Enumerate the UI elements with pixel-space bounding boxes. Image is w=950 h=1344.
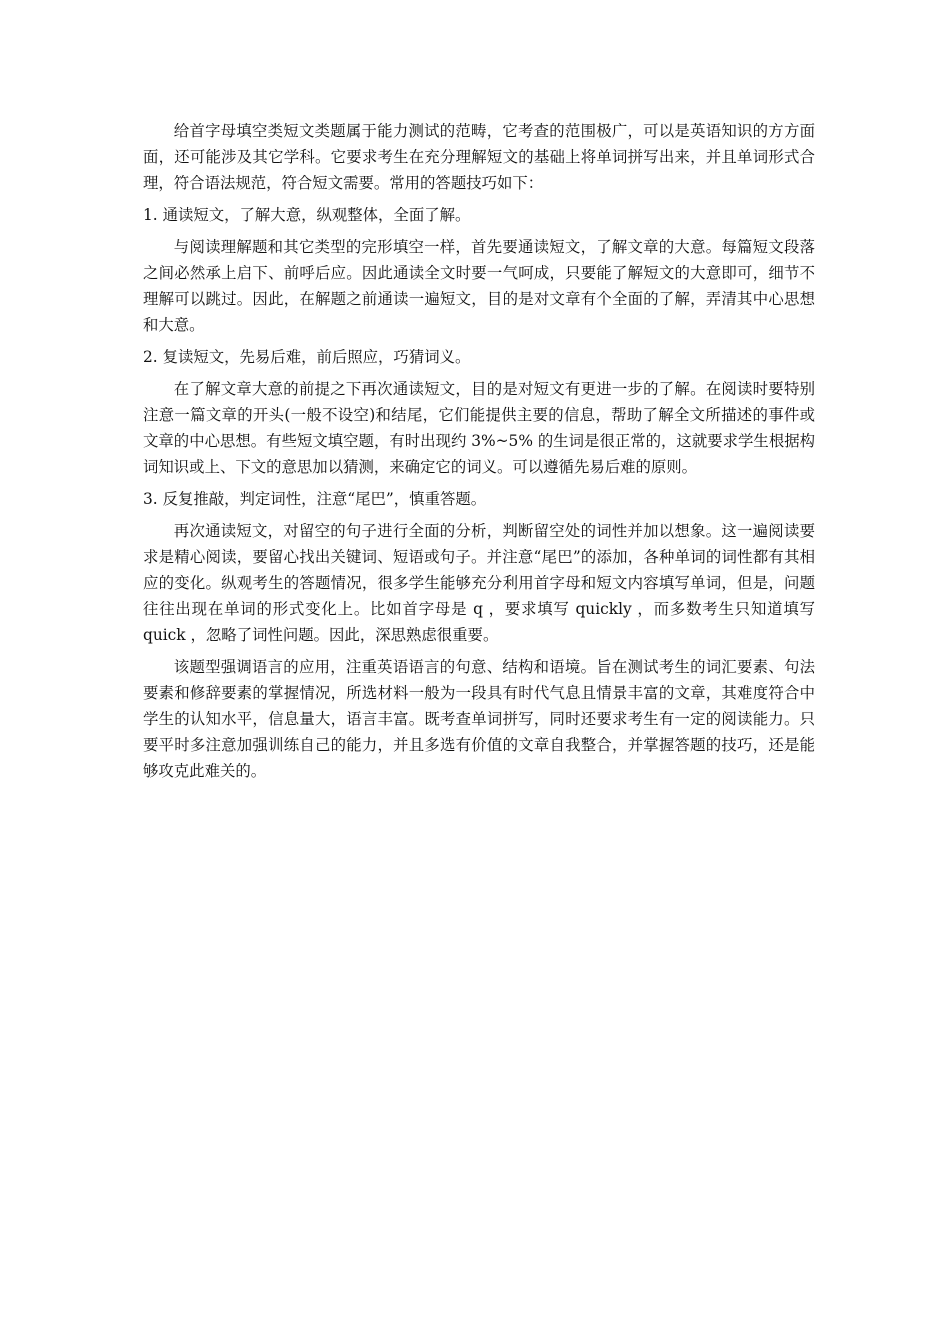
tip-2-heading: 2. 复读短文，先易后难，前后照应，巧猜词义。 [143,348,471,366]
tip-3-paragraph: 再次通读短文，对留空的句子进行全面的分析，判断留空处的词性并加以想象。这一遍阅读要求是精心阅读，要留心找出关键词、短语或句子。并注意“尾巴”的添加，各种单词的词性都有其相应的变化。纵观考生的答题情况，很多学生能够充分利用首字母和短文内容填写单词，但是，问题往往出现在单词的形式变化上。比如首字母是 q ，要求填写 quickly ，而多数考生只知道填写 quick ，忽略了词性问题。因此，深思熟虑很重要。 [143,522,815,644]
tip-1-heading: 1. 通读短文，了解大意，纵观整体，全面了解。 [143,206,471,224]
tip-3-heading: 3. 反复推敲，判定词性，注意“尾巴”，慎重答题。 [143,490,487,508]
tip-2-paragraph: 在了解文章大意的前提之下再次通读短文，目的是对短文有更进一步的了解。在阅读时要特别注意一篇文章的开头(一般不设空)和结尾，它们能提供主要的信息，帮助了解全文所描述的事件或文章的中心思想。有些短文填空题，有时出现约 3%~5% 的生词是很正常的，这就要求学生根据构词知识或上、下文的意思加以猜测，来确定它的词义。可以遵循先易后难的原则。 [143,380,815,476]
intro-paragraph: 给首字母填空类短文类题属于能力测试的范畴，它考查的范围极广，可以是英语知识的方方面面，还可能涉及其它学科。它要求考生在充分理解短文的基础上将单词拼写出来，并且单词形式合理，符合语法规范，符合短文需要。常用的答题技巧如下： [143,122,815,192]
document-body [143,118,815,790]
tip-1-paragraph: 与阅读理解题和其它类型的完形填空一样，首先要通读短文，了解文章的大意。每篇短文段落之间必然承上启下、前呼后应。因此通读全文时要一气呵成，只要能了解短文的大意即可，细节不理解可以跳过。因此，在解题之前通读一遍短文，目的是对文章有个全面的了解，弄清其中心思想和大意。 [143,238,815,334]
summary-paragraph: 该题型强调语言的应用，注重英语语言的句意、结构和语境。旨在测试考生的词汇要素、句法要素和修辞要素的掌握情况，所选材料一般为一段具有时代气息且情景丰富的文章，其难度符合中学生的认知水平，信息量大，语言丰富。既考查单词拼写，同时还要求考生有一定的阅读能力。只要平时多注意加强训练自己的能力，并且多选有价值的文章自我整合，并掌握答题的技巧，还是能够攻克此难关的。 [143,658,815,780]
